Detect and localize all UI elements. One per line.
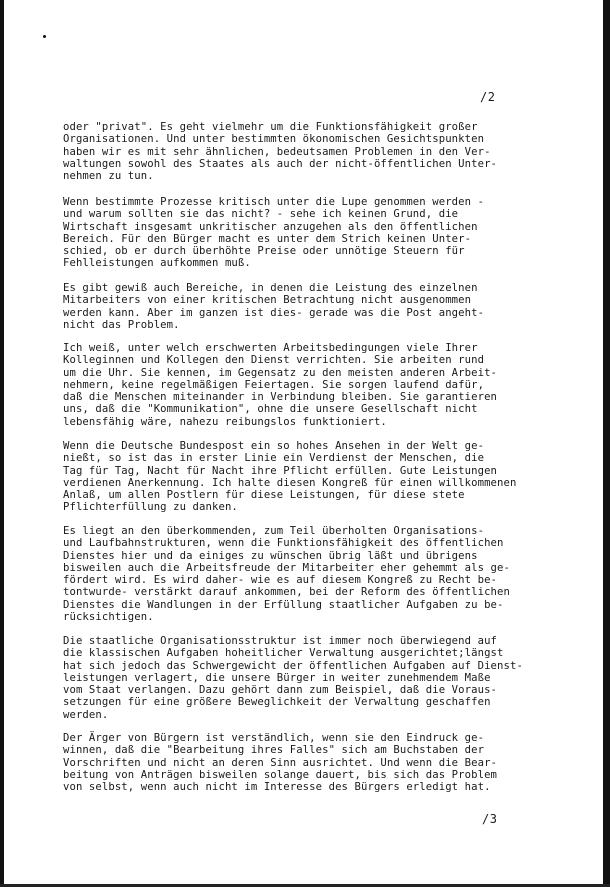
paragraph-2 bbox=[63, 196, 553, 270]
text-line: und warum sollten sie das nicht? - sehe ich keinen Grund, die bbox=[63, 208, 459, 221]
text-line: nicht das Problem. bbox=[63, 318, 180, 331]
text-line: fördert wird. Es wird daher- wie es auf diesem Kongreß zu Recht be- bbox=[63, 574, 498, 587]
text-line: vom Staat verlangen. Dazu gehört dann zum Beispiel, daß die Voraus- bbox=[63, 684, 498, 697]
text-line: Wenn bestimmte Prozesse kritisch unter die Lupe genommen werden - bbox=[63, 196, 485, 208]
text-line: die klassischen Aufgaben hoheitlicher Verwaltung ausgerichtet;längst bbox=[63, 647, 504, 660]
text-line: Dienstes hier und da einiges zu wünschen übrig läßt und übrigens bbox=[63, 549, 478, 562]
text-line: Vorschriften und nicht an deren Sinn ausrichtet. Und wenn die Bear- bbox=[63, 756, 498, 769]
paragraph-1 bbox=[63, 121, 553, 182]
paragraph-4 bbox=[63, 342, 553, 428]
text-line: Bereich. Für den Bürger macht es unter dem Strich keinen Unter- bbox=[63, 232, 472, 245]
text-line: schied, ob er durch überhöhte Preise oder unnötige Steuern für bbox=[63, 245, 465, 258]
text-line: lebensfähig wäre, nahezu reibungslos funktioniert. bbox=[63, 415, 387, 428]
scan-edge-right bbox=[603, 0, 610, 887]
text-line: Anlaß, um allen Postlern für diese Leistungen, für diese stete bbox=[63, 489, 465, 502]
text-line: um die Uhr. Sie kennen, im Gegensatz zu den meisten anderen Arbeit- bbox=[63, 366, 498, 379]
text-line: Tag für Tag, Nacht für Nacht ihre Pflicht erfüllen. Gute Leistungen bbox=[63, 464, 498, 477]
paragraph-6 bbox=[63, 525, 553, 623]
text-line: Dienstes die Wandlungen in der Erfüllung staatlicher Aufgaben zu be- bbox=[63, 598, 504, 611]
text-line: tontwurde- verstärkt darauf ankommen, bei der Reform des öffentlichen bbox=[63, 586, 510, 599]
text-line: haben wir es mit sehr ähnlichen, bedeutsamen Problemen in den Ver- bbox=[63, 145, 491, 158]
page-number-bottom: /3 bbox=[482, 812, 498, 826]
text-line: nehmern, keine regelmäßigen Feiertagen. Sie sorgen laufend dafür, bbox=[63, 378, 485, 391]
text-line: nehmen zu tun. bbox=[63, 170, 154, 183]
text-line: daß die Menschen miteinander in Verbindung bleiben. Sie garantieren bbox=[63, 391, 498, 404]
text-line: werden kann. Aber im ganzen ist dies- gerade was die Post angeht- bbox=[63, 306, 485, 319]
page-number-top: /2 bbox=[480, 90, 496, 104]
text-line: Es gibt gewiß auch Bereiche, in denen die Leistung des einzelnen bbox=[63, 282, 478, 294]
text-line: waltungen sowohl des Staates als auch der nicht-öffentlichen Unter- bbox=[63, 157, 498, 170]
scan-edge-left bbox=[0, 0, 4, 887]
text-line: Mitarbeiters von einer kritischen Betrachtung nicht ausgenommen bbox=[63, 294, 472, 307]
paragraph-7 bbox=[63, 635, 553, 721]
text-line: nießt, so ist das in erster Linie ein Verdienst der Menschen, die bbox=[63, 452, 485, 465]
paragraph-5 bbox=[63, 440, 553, 514]
scan-speck bbox=[43, 35, 46, 38]
text-line: Der Ärger von Bürgern ist verständlich, wenn sie den Eindruck ge- bbox=[63, 732, 485, 744]
text-line: Fehlleistungen aufkommen muß. bbox=[63, 257, 251, 270]
text-line: Die staatliche Organisationsstruktur ist immer noch überwiegend auf bbox=[63, 635, 498, 647]
text-line: werden. bbox=[63, 708, 109, 721]
text-line: Wenn die Deutsche Bundespost ein so hohes Ansehen in der Welt ge- bbox=[63, 440, 485, 452]
text-line: und Laufbahnstrukturen, wenn die Funktionsfähigkeit des öffentlichen bbox=[63, 537, 504, 550]
text-line: Ich weiß, unter welch erschwerten Arbeitsbedingungen viele Ihrer bbox=[63, 342, 478, 354]
text-line: setzungen für eine größere Beweglichkeit der Verwaltung geschaffen bbox=[63, 696, 491, 709]
text-line: bisweilen auch die Arbeitsfreude der Mitarbeiter eher gehemmt als ge- bbox=[63, 561, 510, 574]
paragraph-8 bbox=[63, 732, 553, 793]
text-line: Pflichterfüllung zu danken. bbox=[63, 501, 238, 514]
text-line: Wirtschaft insgesamt unkritischer anzugehen als den öffentlichen bbox=[63, 220, 478, 233]
text-line: von selbst, wenn auch nicht im Interesse des Bürgers erledigt hat. bbox=[63, 781, 491, 794]
text-line: Es liegt an den überkommenden, zum Teil überholten Organisations- bbox=[63, 525, 485, 537]
text-line: verdienen Anerkennung. Ich halte diesen Kongreß für einen willkommenen bbox=[63, 476, 517, 489]
text-line: uns, daß die "Kommunikation", ohne die unsere Gesellschaft nicht bbox=[63, 403, 478, 416]
text-line: beitung von Anträgen bisweilen solange dauert, bis sich das Problem bbox=[63, 768, 498, 781]
text-line: Organisationen. Und unter bestimmten ökonomischen Gesichtspunkten bbox=[63, 133, 485, 146]
text-line: Kolleginnen und Kollegen den Dienst verrichten. Sie arbeiten rund bbox=[63, 354, 485, 367]
paragraph-3 bbox=[63, 282, 553, 331]
text-line: leistungen verlagert, die unsere Bürger in weiter zunehmendem Maße bbox=[63, 671, 491, 684]
text-line: winnen, daß die "Bearbeitung ihres Falles" sich am Buchstaben der bbox=[63, 744, 485, 757]
text-line: hat sich jedoch das Schwergewicht der öffentlichen Aufgaben auf Dienst- bbox=[63, 659, 523, 672]
text-line: rücksichtigen. bbox=[63, 611, 154, 624]
text-line: oder "privat". Es geht vielmehr um die Funktionsfähigkeit großer bbox=[63, 121, 478, 133]
